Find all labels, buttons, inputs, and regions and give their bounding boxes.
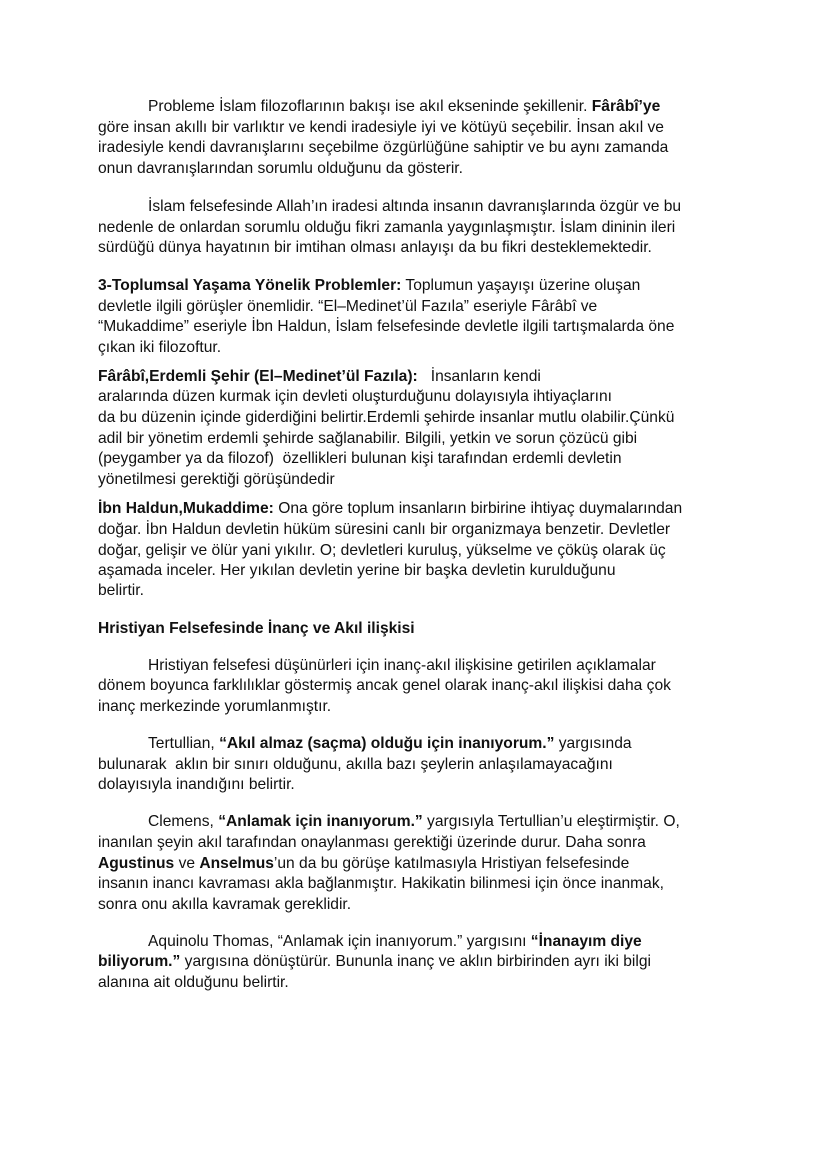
text-segment: dönem boyunca farklılıklar göstermiş ancak genel olarak inanç-akıl ilişkisi daha çok [98,677,671,694]
text-segment: İslam felsefesinde Allah’ın iradesi altında insanın davranışlarında özgür ve bu [148,198,682,215]
text-line [98,449,622,469]
text-segment: onun davranışlarından sorumlu olduğunu da gösterir. [98,160,463,177]
text-line [98,619,415,639]
text-segment: yönetilmesi gerektiği görüşündedir [98,471,335,488]
text-segment: iradesiyle kendi davranışlarını seçebilme özgürlüğüne sahiptir ve bu aynı zamanda [98,139,669,156]
text-line [98,973,289,993]
text-segment: yargısında [554,735,632,752]
text-line [98,499,682,519]
text-line [98,895,351,915]
text-line [98,218,675,238]
text-line [98,138,668,158]
text-line [98,755,613,775]
bold-text: Fârâbî,Erdemli Şehir (El–Medinet’ül Fazıla): [98,368,418,385]
text-segment: göre insan akıllı bir varlıktır ve kendi iradesiyle iyi ve kötüyü seçebilir. İnsan akıl ve [98,119,664,136]
bold-text: İbn Haldun,Mukaddime: [98,500,274,517]
text-segment: devletle ilgili görüşler önemlidir. “El–Medinet’ül Fazıla” eseriyle Fârâbî ve [98,298,598,315]
text-segment: Toplumun yaşayışı üzerine oluşan [401,277,641,294]
text-segment: Probleme İslam filozoflarının bakışı ise akıl ekseninde şekillenir. [148,98,592,115]
text-line [98,408,674,428]
text-segment: aralarında düzen kurmak için devleti oluşturduğunu dolayısıyla ihtiyaçlarını [98,388,613,405]
text-line [98,520,670,540]
bold-text: “Anlamak için inanıyorum.” [218,813,423,830]
text-segment: doğar, gelişir ve ölür yani yıkılır. O; devletleri kuruluş, yükselme ve çöküş olarak üç [98,542,666,559]
text-segment: yargısına dönüştürür. Bununla inanç ve aklın birbirinden ayrı iki bilgi [180,953,651,970]
bold-text: Fârâbî’ye [591,98,661,115]
text-segment: ’un da bu görüşe katılmasıyla Hristiyan felsefesinde [273,855,630,872]
text-segment: yargısıyla Tertullian’u eleştirmiştir. O, [422,813,680,830]
text-line [98,854,629,874]
text-line [148,197,681,217]
bold-text: “Akıl almaz (saçma) olduğu için inanıyorum.” [219,735,555,752]
text-segment: adil bir yönetim erdemli şehirde sağlanabilir. Bilgili, yetkin ve sorun çözücü gibi [98,430,638,447]
bold-text: biliyorum.” [98,953,181,970]
text-segment: alanına ait olduğunu belirtir. [98,974,289,991]
text-line [148,932,642,952]
text-segment: “Mukaddime” eseriyle İbn Haldun, İslam felsefesinde devletle ilgili tartışmalarda öne [98,318,675,335]
text-line [98,561,616,581]
text-segment: bulunarak aklın bir sınırı olduğunu, akılla bazı şeylerin anlaşılamayacağını [98,756,613,773]
text-line [98,874,664,894]
text-line [98,429,637,449]
text-line [98,159,463,179]
text-line [98,276,640,296]
text-segment: çıkan iki filozoftur. [98,339,222,356]
text-segment: aşamada inceler. Her yıkılan devletin yerine bir başka devletin kurulduğunu [98,562,616,579]
text-segment: belirtir. [98,582,144,599]
text-line [98,697,331,717]
text-line [98,775,295,795]
text-line [98,387,612,407]
text-line [98,317,674,337]
text-line [98,676,671,696]
text-line [98,581,144,601]
text-segment: (peygamber ya da filozof) özellikleri bulunan kişi tarafından erdemli devletin [98,450,622,467]
text-segment: inanılan şeyin akıl tarafından onaylanması gerektiği üzerinde durur. Daha sonra [98,834,646,851]
text-line [98,338,221,358]
bold-text: 3-Toplumsal Yaşama Yönelik Problemler: [98,277,402,294]
text-line [98,238,652,258]
bold-text: Anselmus [199,855,274,872]
text-line [148,97,660,117]
text-segment: ve [174,855,200,872]
bold-text: Agustinus [98,855,175,872]
text-segment: Clemens, [148,813,219,830]
text-segment: Tertullian, [148,735,220,752]
text-line [98,833,646,853]
text-line [148,656,656,676]
text-line [98,367,541,387]
text-line [98,297,597,317]
text-segment: Ona göre toplum insanların birbirine ihtiyaç duymalarından [273,500,683,517]
text-segment: sürdüğü dünya hayatının bir imtihan olması anlayışı da bu fikri desteklemektedir. [98,239,652,256]
text-segment: Aquinolu Thomas, “Anlamak için inanıyorum.” yargısını [148,933,531,950]
text-segment: da bu düzenin içinde giderdiğini belirtir.Erdemli şehirde insanlar mutlu olabilir.Çünkü [98,409,675,426]
text-line [98,118,664,138]
text-segment: İnsanların kendi [417,368,541,385]
bold-text: “İnanayım diye [530,933,642,950]
text-segment: Hristiyan felsefesi düşünürleri için inanç-akıl ilişkisine getirilen açıklamalar [148,657,656,674]
text-line [98,952,651,972]
text-line [98,541,666,561]
text-line [148,812,680,832]
text-line [148,734,632,754]
text-segment: sonra onu akılla kavramak gereklidir. [98,896,352,913]
text-segment: insanın inancı kavraması akla bağlanmıştır. Hakikatin bilinmesi için önce inanmak, [98,875,664,892]
text-line [98,470,335,490]
bold-text: Hristiyan Felsefesinde İnanç ve Akıl ilişkisi [98,620,415,637]
text-segment: doğar. İbn Haldun devletin hüküm süresini canlı bir organizmaya benzetir. Devletler [98,521,671,538]
text-segment: nedenle de onlardan sorumlu olduğu fikri zamanla yaygınlaşmıştır. İslam dininin ileri [98,219,676,236]
text-segment: inanç merkezinde yorumlanmıştır. [98,698,332,715]
text-segment: dolayısıyla inandığını belirtir. [98,776,295,793]
